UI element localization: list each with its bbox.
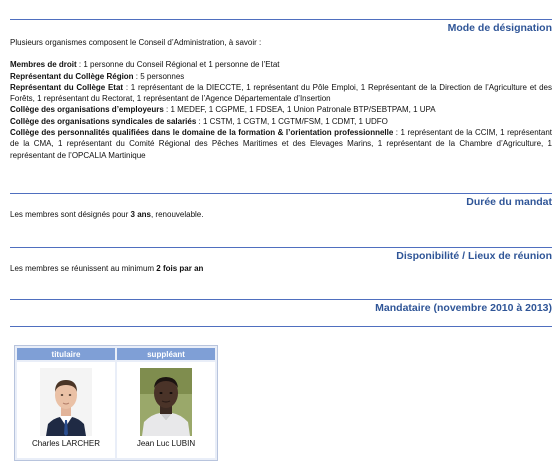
- member-label: Collège des personnalités qualifiées dans le domaine de la formation & l’orientation professionnelle: [10, 128, 394, 138]
- member-line: [10, 104, 552, 115]
- col-suppleant: suppléant: [117, 348, 215, 360]
- section-divider: [10, 247, 552, 248]
- titulaire-name: Charles LARCHER: [31, 439, 101, 448]
- member-label: Représentant du Collège Région: [10, 71, 134, 81]
- member-line: [10, 116, 552, 127]
- member-line: [10, 82, 552, 105]
- section-mandataire: [10, 299, 552, 314]
- titulaire-photo: [40, 368, 92, 436]
- duree-text-end: , renouvelable.: [150, 210, 204, 219]
- heading-duree-mandat: Durée du mandat: [466, 196, 552, 208]
- heading-mandataire: Mandataire (novembre 2010 à 2013): [375, 302, 552, 314]
- section-duree-mandat: [10, 193, 552, 220]
- member-label: Collège des organisations d’employeurs: [10, 105, 164, 115]
- section-mode-designation: [10, 19, 552, 161]
- heading-mode-designation: Mode de désignation: [447, 22, 552, 34]
- member-label: Représentant du Collège Etat: [10, 82, 124, 92]
- mode-intro: Plusieurs organismes composent le Conseil d’Administration, à savoir :: [10, 38, 262, 47]
- member-line: [10, 71, 552, 82]
- member-text: : 1 CSTM, 1 CGTM, 1 CGTM/FSM, 1 CDMT, 1 UDFO: [196, 116, 388, 126]
- suppleant-photo: [140, 368, 192, 436]
- member-text: : 1 personne du Conseil Régional et 1 personne de l’Etat: [76, 60, 280, 70]
- dispo-text: Les membres se réunissent au minimum: [10, 264, 157, 273]
- titulaire-cell: [17, 362, 115, 458]
- mandataire-table: [14, 345, 218, 461]
- member-line: [10, 59, 552, 70]
- member-text: : 5 personnes: [133, 71, 185, 81]
- section-divider: [10, 326, 552, 327]
- mode-body: [10, 37, 552, 161]
- dispo-bold: 2 fois par an: [156, 264, 204, 273]
- col-titulaire: titulaire: [17, 348, 115, 360]
- heading-disponibilite: Disponibilité / Lieux de réunion: [396, 250, 552, 262]
- duree-bold: 3 ans: [130, 210, 151, 219]
- duree-body: [10, 209, 552, 220]
- dispo-body: [10, 263, 552, 274]
- suppleant-cell: [117, 362, 215, 458]
- section-disponibilite: [10, 247, 552, 274]
- duree-text: Les membres sont désignés pour: [10, 210, 131, 219]
- suppleant-name: Jean Luc LUBIN: [136, 439, 196, 448]
- member-line: [10, 127, 552, 161]
- member-text: : 1 représentant de la DIECCTE, 1 représentant du Pôle Emploi, 1 Représentant de la Direction de l’Agriculture et des Forêts, 1 représentant du Rectorat, 1 représentant de l’Agence Départementale d’Insertion: [10, 82, 553, 104]
- section-divider: [10, 193, 552, 194]
- member-text: : 1 représentant de la CCIM, 1 représentant de la CMA, 1 représentant du Comité Régional des Pêches Maritimes et des Elevages Marins, 1 représentant de la Chambre d’Agriculture, 1 représentant de l’OPCALIA Martinique: [10, 128, 552, 160]
- section-divider: [10, 19, 552, 20]
- member-text: : 1 MEDEF, 1 CGPME, 1 FDSEA, 1 Union Patronale BTP/SEBTPAM, 1 UPA: [163, 105, 436, 115]
- member-label: Membres de droit: [10, 60, 77, 70]
- member-label: Collège des organisations syndicales de salariés: [10, 116, 197, 126]
- section-divider: [10, 299, 552, 300]
